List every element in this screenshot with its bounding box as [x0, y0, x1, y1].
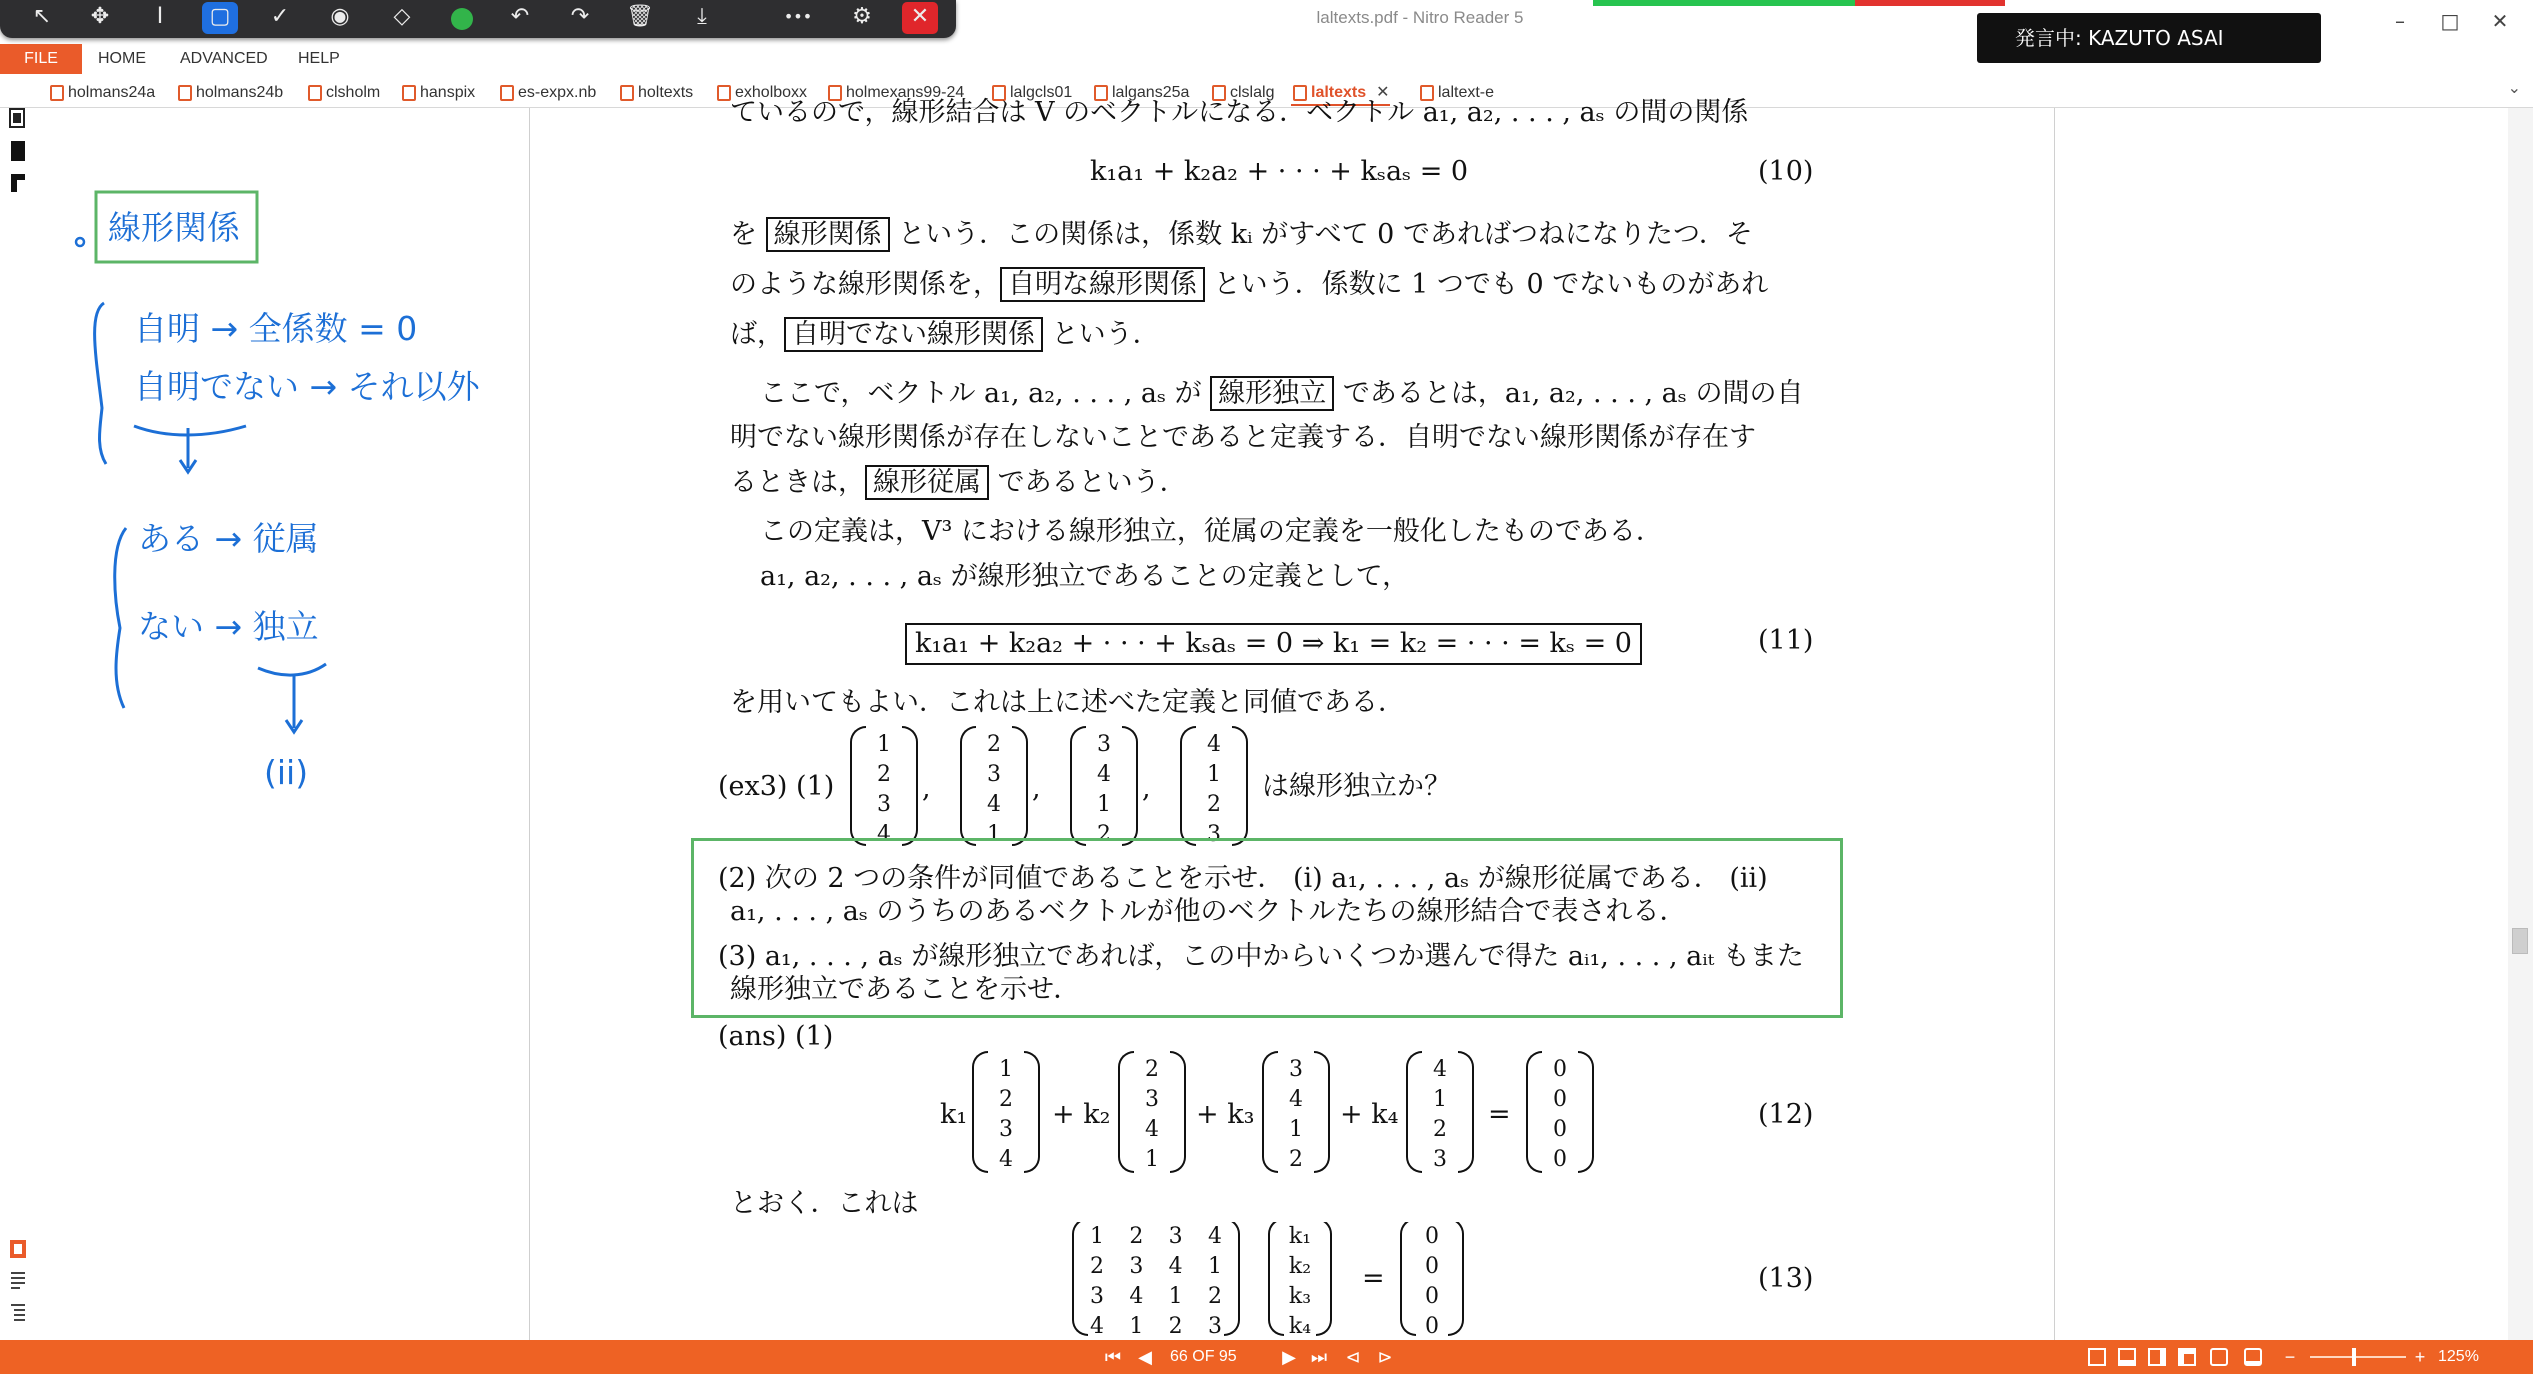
- paragraph-line-1: を 線形関係 という．この関係は，係数 kᵢ がすべて 0 であればつねになりたつ．そ: [730, 219, 1753, 250]
- eq12-coeff-1: k₁: [940, 1099, 968, 1130]
- right-paren: [1224, 1222, 1240, 1336]
- page-indicator[interactable]: 66 OF 95: [1170, 1348, 1237, 1365]
- facing-continuous-view-icon[interactable]: [2178, 1348, 2196, 1366]
- next-page-icon[interactable]: ▶: [1282, 1347, 1296, 1367]
- back-view-icon[interactable]: ⊲: [1345, 1347, 1361, 1367]
- term-linear-relation: 線形関係: [766, 217, 890, 252]
- more-icon[interactable]: •••: [783, 7, 813, 26]
- tab-holmans24a[interactable]: [48, 80, 155, 106]
- paragraph-line-9: を用いてもよい．これは上に述べた定義と同値である．: [730, 687, 1405, 718]
- speaker-badge: 発言中: KAZUTO ASAI: [1977, 13, 2321, 63]
- question-3-line-2: 線形独立であることを示せ．: [730, 974, 1081, 1005]
- equation-11-number: (11): [1758, 625, 1814, 656]
- pdf-icon: [402, 85, 416, 101]
- pdf-icon: [500, 85, 514, 101]
- forward-view-icon[interactable]: ⊳: [1377, 1347, 1393, 1367]
- paragraph-line-6: るときは， 線形従属 であるという．: [730, 467, 1187, 498]
- question-2-line-2: a₁, . . . , aₛ のうちのあるベクトルが他のベクトルたちの線形結合で表される．: [730, 896, 1687, 927]
- eraser-icon[interactable]: ◇: [393, 4, 411, 29]
- zoom-out-button[interactable]: −: [2284, 1347, 2296, 1367]
- term-trivial-relation: 自明な線形関係: [1000, 267, 1205, 302]
- paragraph-line-3: ば， 自明でない線形関係 という．: [730, 319, 1160, 350]
- single-page-view-icon[interactable]: [2088, 1348, 2106, 1366]
- close-window-button[interactable]: ✕: [2491, 9, 2509, 33]
- tab-holmans24b[interactable]: [176, 80, 283, 106]
- move-icon[interactable]: ✥: [90, 4, 110, 29]
- tab-label: laltexts: [1311, 84, 1367, 101]
- pdf-icon: [50, 85, 64, 101]
- tab-close-icon[interactable]: ✕: [1376, 84, 1390, 101]
- paragraph-line-5: 明でない線形関係が存在しないことであると定義する．自明でない線形関係が存在す: [730, 422, 1756, 453]
- paragraph-line-8: a₁, a₂, . . . , aₛ が線形独立であることの定義として，: [760, 561, 1410, 592]
- zoom-slider-thumb[interactable]: [2352, 1348, 2356, 1366]
- term-linear-independent: 線形独立: [1210, 376, 1334, 411]
- handwritten-notes-pane[interactable]: [36, 108, 530, 1340]
- page-right-edge: [2054, 108, 2055, 1340]
- tab-overflow-chevron-icon[interactable]: ⌄: [2507, 78, 2521, 97]
- answer-label: (ans) (1): [718, 1021, 834, 1052]
- rectangle-select-icon[interactable]: ▢: [202, 2, 238, 34]
- menu-file[interactable]: FILE: [0, 44, 82, 74]
- ex3-label: (ex3) (1): [718, 771, 835, 802]
- close-toolbar-icon[interactable]: ✕: [902, 2, 938, 34]
- trash-icon[interactable]: 🗑: [626, 4, 654, 29]
- tab-label: holmans24b: [196, 84, 284, 101]
- text-cursor-icon[interactable]: I: [156, 4, 164, 29]
- paragraph-line-4: ここで，ベクトル a₁, a₂, . . . , aₛ が 線形独立 であるとは，a₁, a₂, . . . , aₛ の間の自: [760, 378, 1804, 409]
- redo-icon[interactable]: ↷: [570, 4, 590, 29]
- meeting-status-strip-green: [1593, 0, 1855, 6]
- notes-title: 線形関係: [108, 208, 240, 247]
- eq13-equals: =: [1362, 1263, 1385, 1294]
- ex3-vector-4: 4 1 2 3: [1180, 730, 1248, 850]
- color-swatch-icon[interactable]: [451, 8, 473, 30]
- minimize-button[interactable]: –: [2395, 9, 2405, 33]
- first-page-icon[interactable]: ⏮: [1104, 1347, 1122, 1367]
- left-panel-strip: [0, 108, 36, 1340]
- equation-10-number: (10): [1758, 156, 1814, 187]
- ex3-vector-1: 1 2 3 4: [850, 730, 918, 850]
- maximize-button[interactable]: □: [2440, 9, 2460, 33]
- tab-clsholm[interactable]: [306, 80, 380, 106]
- question-3-line-1: (3) a₁, . . . , aₛ が線形独立であれば，この中からいくつか選んで得た aᵢ₁, . . . , aᵢₜ もまた: [718, 941, 1804, 972]
- attachments-panel-icon[interactable]: [8, 1238, 28, 1260]
- eq13-zero-vector: 0 0 0 0: [1400, 1222, 1464, 1340]
- ex3-comma: ,: [922, 773, 931, 804]
- note-ii: (ii): [264, 753, 309, 792]
- check-icon[interactable]: ✓: [270, 4, 290, 29]
- tab-holtexts[interactable]: [618, 80, 693, 106]
- eq13-matrix: 1 2 3 4 2 3 4 1 3 4 1 2 4 1 2 3: [1072, 1222, 1240, 1340]
- note-independent: ない → 独立: [138, 607, 319, 646]
- paragraph-line-2: のような線形関係を， 自明な線形関係 という．係数に 1 つでも 0 でないものがあれ: [730, 269, 1769, 300]
- pointer-icon[interactable]: ↖: [32, 4, 52, 29]
- note-nontrivial: 自明でない → それ以外: [134, 367, 480, 406]
- window-title: laltexts.pdf - Nitro Reader 5: [1316, 8, 1524, 27]
- menu-advanced[interactable]: ADVANCED: [180, 50, 268, 67]
- tab-label: exholboxx: [735, 84, 808, 101]
- meeting-status-strip-red: [1855, 0, 2005, 6]
- ex3-vector-3: 3 4 1 2: [1070, 730, 1138, 850]
- tab-label: laltext-e: [1438, 84, 1495, 101]
- page-text-line-top: ているので，線形結合は V のベクトルになる．ベクトル a₁, a₂, . . . , aₛ の間の関係: [730, 97, 1749, 128]
- paragraph-line-7: この定義は，V³ における線形独立，従属の定義を一般化したものである．: [760, 516, 1663, 547]
- tab-label: holmexans99-24: [846, 84, 965, 101]
- eq12-coeff-2: + k₂: [1052, 1099, 1111, 1130]
- paragraph-line-10: とおく．これは: [730, 1188, 919, 1219]
- annotation-toolbar: [0, 0, 956, 38]
- stamp-icon[interactable]: ◉: [330, 4, 350, 29]
- outline-panel-icon[interactable]: [8, 1302, 28, 1324]
- pdf-icon: [178, 85, 192, 101]
- eq12-zero-vector: 0 0 0 0: [1526, 1055, 1594, 1177]
- tab-label: holmans24a: [68, 84, 156, 101]
- ex3-comma: ,: [1142, 773, 1151, 804]
- eq12-vector-4: 4 1 2 3: [1406, 1055, 1474, 1177]
- tab-label: lalgcls01: [1010, 84, 1073, 101]
- tab-label: clslalg: [1230, 84, 1275, 101]
- zoom-in-button[interactable]: +: [2414, 1347, 2426, 1367]
- fit-page-icon[interactable]: [2210, 1348, 2228, 1366]
- last-page-icon[interactable]: ⏭: [1310, 1347, 1328, 1367]
- ex3-vector-2: 2 3 4 1: [960, 730, 1028, 850]
- status-bar: [0, 1340, 2533, 1374]
- menu-home[interactable]: HOME: [98, 50, 146, 67]
- bookmarks-panel-icon[interactable]: [8, 140, 28, 162]
- tab-label: holtexts: [638, 84, 694, 101]
- eq12-vector-2: 2 3 4 1: [1118, 1055, 1186, 1177]
- scrollbar-thumb[interactable]: [2512, 928, 2528, 954]
- equation-12-number: (12): [1758, 1099, 1814, 1130]
- download-icon[interactable]: ⤓: [697, 4, 707, 29]
- tab-es-expx[interactable]: [498, 80, 596, 106]
- question-2-line-1: (2) 次の 2 つの条件が同値であることを示せ． (i) a₁, . . . , aₛ が線形従属である． (ii): [718, 863, 1768, 894]
- menu-help[interactable]: HELP: [298, 50, 340, 67]
- pdf-icon: [308, 85, 322, 101]
- tab-label: clsholm: [326, 84, 381, 101]
- vertical-scrollbar[interactable]: [2508, 108, 2533, 1340]
- zoom-level[interactable]: 125%: [2438, 1348, 2479, 1365]
- equation-13-number: (13): [1758, 1263, 1814, 1294]
- eq12-coeff-4: + k₄: [1340, 1099, 1399, 1130]
- pdf-icon: [620, 85, 634, 101]
- term-linear-dependent: 線形従属: [865, 465, 989, 500]
- tab-hanspix[interactable]: [400, 80, 475, 106]
- tab-label: hanspix: [420, 84, 476, 101]
- undo-icon[interactable]: ↶: [510, 4, 530, 29]
- eq12-vector-1: 1 2 3 4: [972, 1055, 1040, 1177]
- eq12-coeff-3: + k₃: [1196, 1099, 1255, 1130]
- pdf-icon: [717, 85, 731, 101]
- tab-label: es-expx.nb: [518, 84, 597, 101]
- note-dependent: ある → 従属: [138, 519, 319, 558]
- eq12-vector-3: 3 4 1 2: [1262, 1055, 1330, 1177]
- facing-view-icon[interactable]: [2148, 1348, 2166, 1366]
- left-paren: [1072, 1222, 1088, 1336]
- eq13-k-vector: k₁ k₂ k₃ k₄: [1268, 1222, 1332, 1340]
- ex3-question: は線形独立か？: [1262, 771, 1451, 802]
- equation-11-boxed: k₁a₁ + k₂a₂ + · · · + kₛaₛ = 0 ⇒ k₁ = k₂ = · · · = kₛ = 0: [905, 623, 1642, 665]
- continuous-view-icon[interactable]: [2118, 1348, 2136, 1366]
- note-trivial: 自明 → 全係数 = 0: [134, 309, 418, 348]
- user-settings-icon[interactable]: ⚙: [852, 4, 872, 29]
- comments-panel-icon[interactable]: [8, 1270, 28, 1292]
- fit-width-icon[interactable]: [2244, 1348, 2262, 1366]
- term-nontrivial-relation: 自明でない線形関係: [784, 317, 1043, 352]
- tab-label: lalgans25a: [1112, 84, 1190, 101]
- layers-panel-icon[interactable]: [8, 172, 28, 194]
- eq12-equals: =: [1488, 1099, 1511, 1130]
- pages-panel-icon[interactable]: [8, 108, 28, 130]
- ex3-comma: ,: [1032, 773, 1041, 804]
- previous-page-icon[interactable]: ◀: [1138, 1347, 1152, 1367]
- zoom-slider[interactable]: [2310, 1356, 2406, 1358]
- equation-10: k₁a₁ + k₂a₂ + · · · + kₛaₛ = 0: [1090, 156, 1469, 187]
